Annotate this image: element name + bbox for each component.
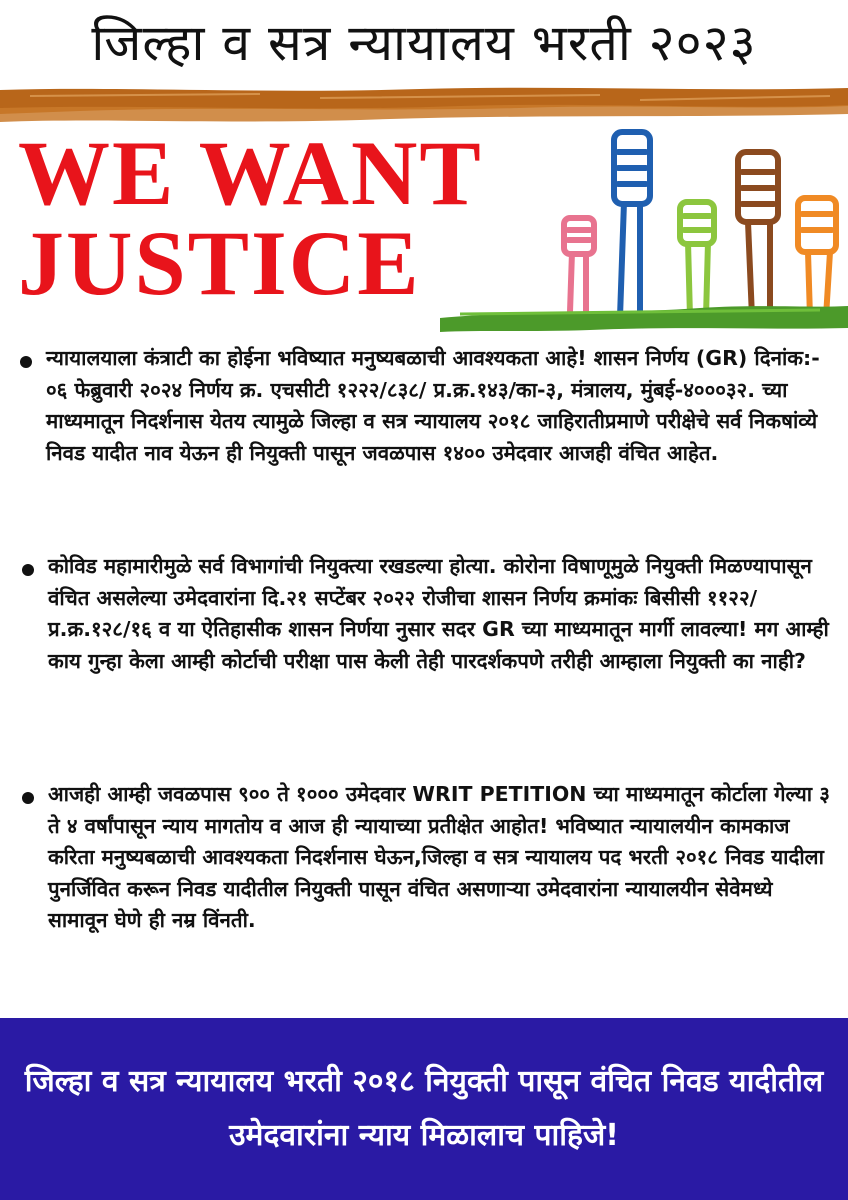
page-title: जिल्हा व सत्र न्यायालय भरती २०२३ [91,14,757,72]
blue-fist-icon [614,132,650,317]
bullet-text: आजही आम्ही जवळपास ९०० ते १००० उमेदवार WRIT PETITION च्या माध्यमातून कोर्टाला गेल्या ३ ते ४ वर्षांपासून न्याय मागतोय व आज ही न्यायाच्या प्रतीक्षेत आहोत! भविष्यात न्यायालयीन कामकाज करिता मनुष्यबळाची आवश्यकता निदर्शनास घेऊन,जिल्हा व सत्र न्यायालय पद भरती २०१८ निवड यादीला पुनर्जिवित करून निवड यादीतील नियुक्ती पासून वंचित असणाऱ्या उमेदवारांना न्यायालयीन सेवेमध्ये सामावून घेणे ही नम्र विंनती. [48,782,830,932]
bullet-text: न्यायालयाला कंत्राटी का होईना भविष्यात मनुष्यबळाची आवश्यकता आहे! शासन निर्णय (GR) दिनांक:- ०६ फेब्रुवारी २०२४ निर्णय क्र. एचसीटी १२२२/८३८/ प्र.क्र.१४३/का-३, मंत्रालय, मुंबई-४०००३२. च्या माध्यमातून निदर्शनास येतय त्यामुळे जिल्हा व सत्र न्यायालय २०१८ जाहिरातीप्रमाणे परीक्षेचे सर्व निकषांव्ये निवड यादीत नाव येऊन ही नियुक्ती पासून जवळपास १४०० उमेदवार आजही वंचित आहेत. [46,346,820,465]
bullet-item [22,779,838,937]
pink-fist-icon [564,218,594,312]
bullet-dot-icon [22,792,34,804]
bullet-dot-icon [22,564,34,576]
bullet-dot-icon [20,356,32,368]
bullet-item [22,551,838,677]
grass-stroke [440,300,848,336]
banner-text: जिल्हा व सत्र न्यायालय भरती २०१८ नियुक्ती पासून वंचित निवड यादीतील उमेदवारांना न्याय मिळालाच पाहिजे! [24,1064,824,1153]
bullet-text: कोविड महामारीमुळे सर्व विभागांची नियुक्त्या रखडल्या होत्या. कोरोना विषाणूमुळे नियुक्ती मिळण्यापासून वंचित असलेल्या उमेदवारांना दि.२१ सप्टेंबर २०२२ रोजीचा शासन निर्णय क्रमांकः बिसीसी ११२२/ प्र.क्र.१२८/१६ व या ऐतिहासीक शासन निर्णया नुसार सदर GR च्या माध्यमातून मार्गी लावल्या! मग आम्ही काय गुन्हा केला आम्ही कोर्टाची परीक्षा पास केली तेही पारदर्शकपणे तरीही आम्हाला नियुक्ती का नाही? [48,554,829,673]
bullet-item [20,343,838,469]
slogan-line-1: WE WANT [18,122,483,224]
slogan [18,122,578,314]
slogan-line-2: JUSTICE [18,212,421,314]
footer-banner [0,1018,848,1200]
brown-fist-icon [738,152,778,317]
bullet-list [0,343,848,1013]
